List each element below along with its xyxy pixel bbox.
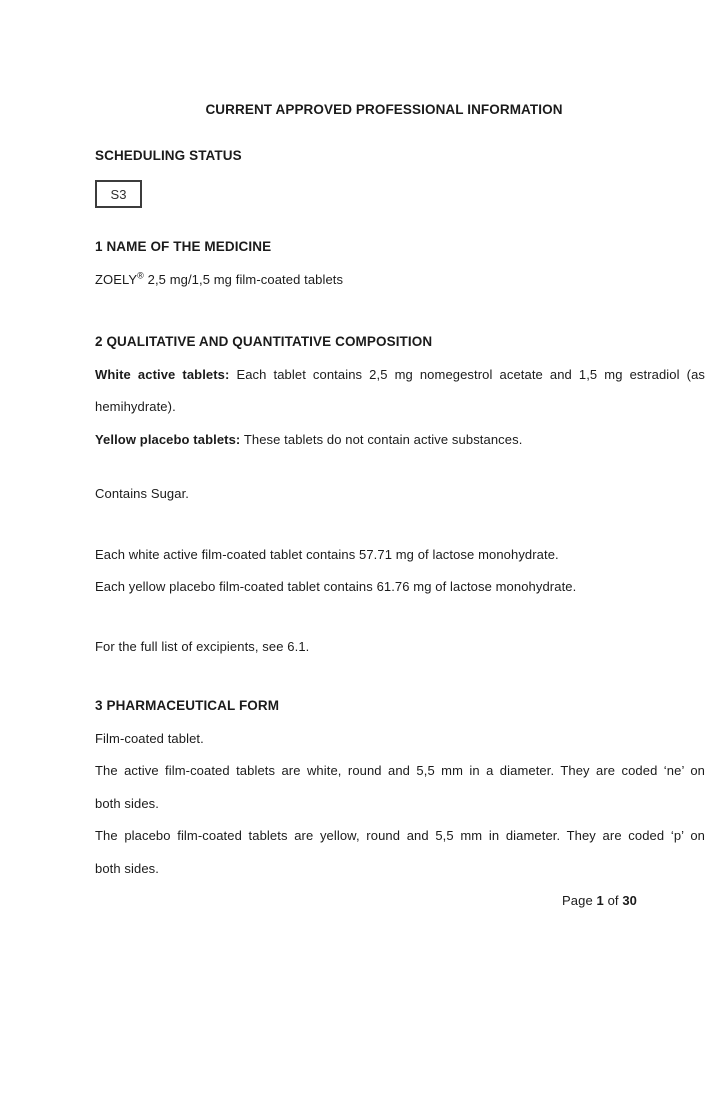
pharmaceutical-form-line: Film-coated tablet. bbox=[95, 730, 204, 746]
footer-page-word: Page bbox=[562, 893, 597, 908]
page-footer bbox=[95, 885, 705, 918]
section-3-heading: 3 PHARMACEUTICAL FORM bbox=[95, 698, 280, 713]
placebo-tablets-line-2: both sides. bbox=[95, 860, 159, 876]
white-active-paragraph bbox=[95, 359, 705, 424]
white-active-label: White active tablets: bbox=[95, 366, 230, 382]
scheduling-status-heading: SCHEDULING STATUS bbox=[95, 147, 242, 163]
placebo-tablets-line-1: The placebo film-coated tablets are yellow, round and 5,5 mm in diameter. They are coded ‘p’ on bbox=[95, 828, 705, 843]
lactose-white-line: Each white active film-coated tablet contains 57.71 mg of lactose monohydrate. bbox=[95, 546, 559, 562]
active-tablets-line-1: The active film-coated tablets are white, round and 5,5 mm in a diameter. They are coded ‘ne’ on bbox=[95, 763, 705, 778]
scheduling-status-box bbox=[95, 180, 142, 208]
white-active-text: Each tablet contains 2,5 mg nomegestrol acetate and 1,5 mg estradiol (as bbox=[229, 366, 705, 382]
sugar-note: Contains Sugar. bbox=[95, 486, 190, 501]
scheduling-status-value: S3 bbox=[110, 186, 127, 202]
lactose-yellow-line: Each yellow placebo film-coated tablet contains 61.76 mg of lactose monohydrate. bbox=[95, 579, 577, 594]
medicine-brand: ZOELY bbox=[95, 271, 138, 287]
yellow-placebo-label: Yellow placebo tablets: bbox=[95, 431, 241, 447]
white-active-line-2: hemihydrate). bbox=[95, 399, 176, 414]
footer-page-number: 1 bbox=[596, 893, 604, 908]
medicine-name bbox=[95, 264, 705, 297]
registered-mark: ® bbox=[137, 270, 144, 281]
page-title: CURRENT APPROVED PROFESSIONAL INFORMATION bbox=[205, 102, 563, 117]
medicine-name-rest: 2,5 mg/1,5 mg film-coated tablets bbox=[143, 271, 344, 287]
document-page bbox=[0, 94, 724, 1118]
footer-total-pages: 30 bbox=[622, 893, 637, 908]
section-1-heading: 1 NAME OF THE MEDICINE bbox=[95, 239, 272, 254]
excipients-note: For the full list of excipients, see 6.1. bbox=[95, 638, 310, 654]
yellow-placebo-text: These tablets do not contain active substances. bbox=[240, 431, 523, 447]
white-active-line-1 bbox=[95, 359, 705, 392]
section-2-heading: 2 QUALITATIVE AND QUANTITATIVE COMPOSITION bbox=[95, 334, 433, 349]
active-tablets-line-2: both sides. bbox=[95, 795, 159, 811]
placebo-tablets-paragraph bbox=[95, 820, 705, 885]
footer-of-word: of bbox=[603, 893, 623, 908]
yellow-placebo-paragraph bbox=[95, 424, 705, 457]
active-tablets-paragraph bbox=[95, 755, 705, 820]
